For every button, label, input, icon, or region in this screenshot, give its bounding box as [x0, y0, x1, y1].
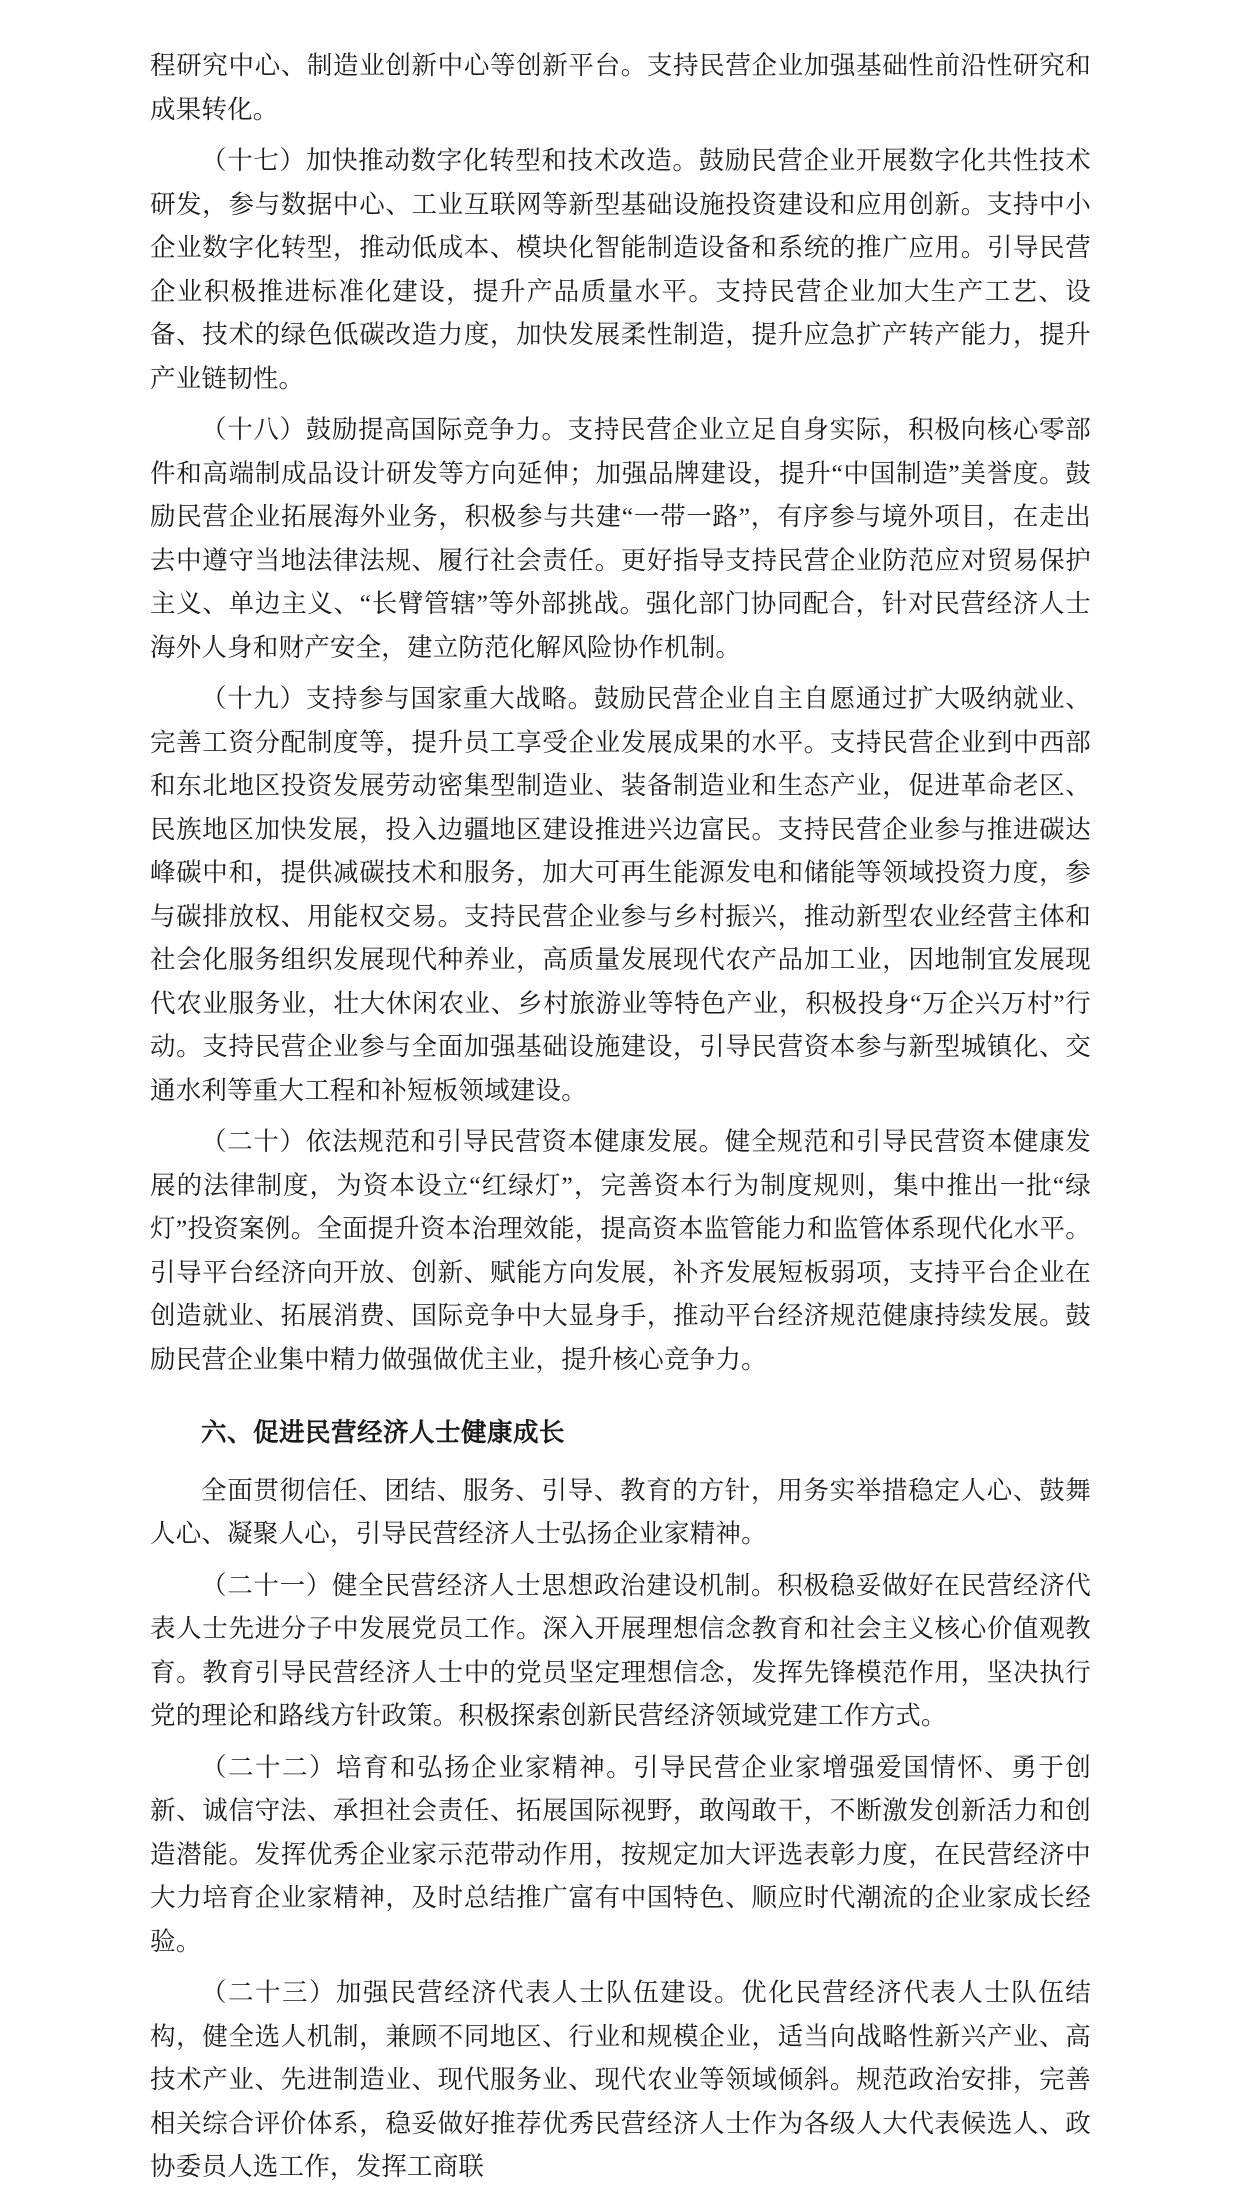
- paragraph-22: （二十二）培育和弘扬企业家精神。引导民营企业家增强爱国情怀、勇于创新、诚信守法、承担社会责任、拓展国际视野，敢闯敢干，不断激发创新活力和创造潜能。发挥优秀企业家示范带动作用，按规定加大评选表彰力度，在民营经济中大力培育企业家精神，及时总结推广富有中国特色、顺应时代潮流的企业家成长经验。: [150, 1752, 1091, 1956]
- paragraph-section-intro: 全面贯彻信任、团结、服务、引导、教育的方针，用务实举措稳定人心、鼓舞人心、凝聚人心，引导民营经济人士弘扬企业家精神。: [150, 1475, 1091, 1548]
- paragraph-19: （十九）支持参与国家重大战略。鼓励民营企业自主自愿通过扩大吸纳就业、完善工资分配制度等，提升员工享受企业发展成果的水平。支持民营企业到中西部和东北地区投资发展劳动密集型制造业、装备制造业和生态产业，促进革命老区、民族地区加快发展，投入边疆地区建设推进兴边富民。支持民营企业参与推进碳达峰碳中和，提供减碳技术和服务，加大可再生能源发电和储能等领域投资力度，参与碳排放权、用能权交易。支持民营企业参与乡村振兴，推动新型农业经营主体和社会化服务组织发展现代种养业，高质量发展现代农产品加工业，因地制宜发展现代农业服务业，壮大休闲农业、乡村旅游业等特色产业，积极投身“万企兴万村”行动。支持民营企业参与全面加强基础设施建设，引导民营资本参与新型城镇化、交通水利等重大工程和补短板领域建设。: [150, 684, 1091, 1105]
- paragraph-18: （十八）鼓励提高国际竞争力。支持民营企业立足自身实际，积极向核心零部件和高端制成品设计研发等方向延伸；加强品牌建设，提升“中国制造”美誉度。鼓励民营企业拓展海外业务，积极参与共建“一带一路”，有序参与境外项目，在走出去中遵守当地法律法规、履行社会责任。更好指导支持民营企业防范应对贸易保护主义、单边主义、“长臂管辖”等外部挑战。强化部门协同配合，针对民营经济人士海外人身和财产安全，建立防范化解风险协作机制。: [150, 415, 1091, 662]
- document-body: [150, 44, 1091, 2189]
- paragraph-23: （二十三）加强民营经济代表人士队伍建设。优化民营经济代表人士队伍结构，健全选人机制，兼顾不同地区、行业和规模企业，适当向战略性新兴产业、高技术产业、先进制造业、现代服务业、现代农业等领域倾斜。规范政治安排，完善相关综合评价体系，稳妥做好推荐优秀民营经济人士作为各级人大代表候选人、政协委员人选工作，发挥工商联: [150, 1978, 1091, 2181]
- paragraph-20: （二十）依法规范和引导民营资本健康发展。健全规范和引导民营资本健康发展的法律制度，为资本设立“红绿灯”，完善资本行为制度规则，集中推出一批“绿灯”投资案例。全面提升资本治理效能，提高资本监管能力和监管体系现代化水平。引导平台经济向开放、创新、赋能方向发展，补齐发展短板弱项，支持平台企业在创造就业、拓展消费、国际竞争中大显身手，推动平台经济规范健康持续发展。鼓励民营企业集中精力做强做优主业，提升核心竞争力。: [150, 1127, 1091, 1374]
- section-heading-six: 六、促进民营经济人士健康成长: [201, 1418, 566, 1447]
- paragraph-17: （十七）加快推动数字化转型和技术改造。鼓励民营企业开展数字化共性技术研发，参与数据中心、工业互联网等新型基础设施投资建设和应用创新。支持中小企业数字化转型，推动低成本、模块化智能制造设备和系统的推广应用。引导民营企业积极推进标准化建设，提升产品质量水平。支持民营企业加大生产工艺、设备、技术的绿色低碳改造力度，加快发展柔性制造，提升应急扩产转产能力，提升产业链韧性。: [150, 146, 1091, 393]
- paragraph-continued: 程研究中心、制造业创新中心等创新平台。支持民营企业加强基础性前沿性研究和成果转化。: [150, 51, 1091, 124]
- paragraph-21: （二十一）健全民营经济人士思想政治建设机制。积极稳妥做好在民营经济代表人士先进分子中发展党员工作。深入开展理想信念教育和社会主义核心价值观教育。教育引导民营经济人士中的党员坚定理想信念，发挥先锋模范作用，坚决执行党的理论和路线方针政策。积极探索创新民营经济领域党建工作方式。: [150, 1570, 1091, 1730]
